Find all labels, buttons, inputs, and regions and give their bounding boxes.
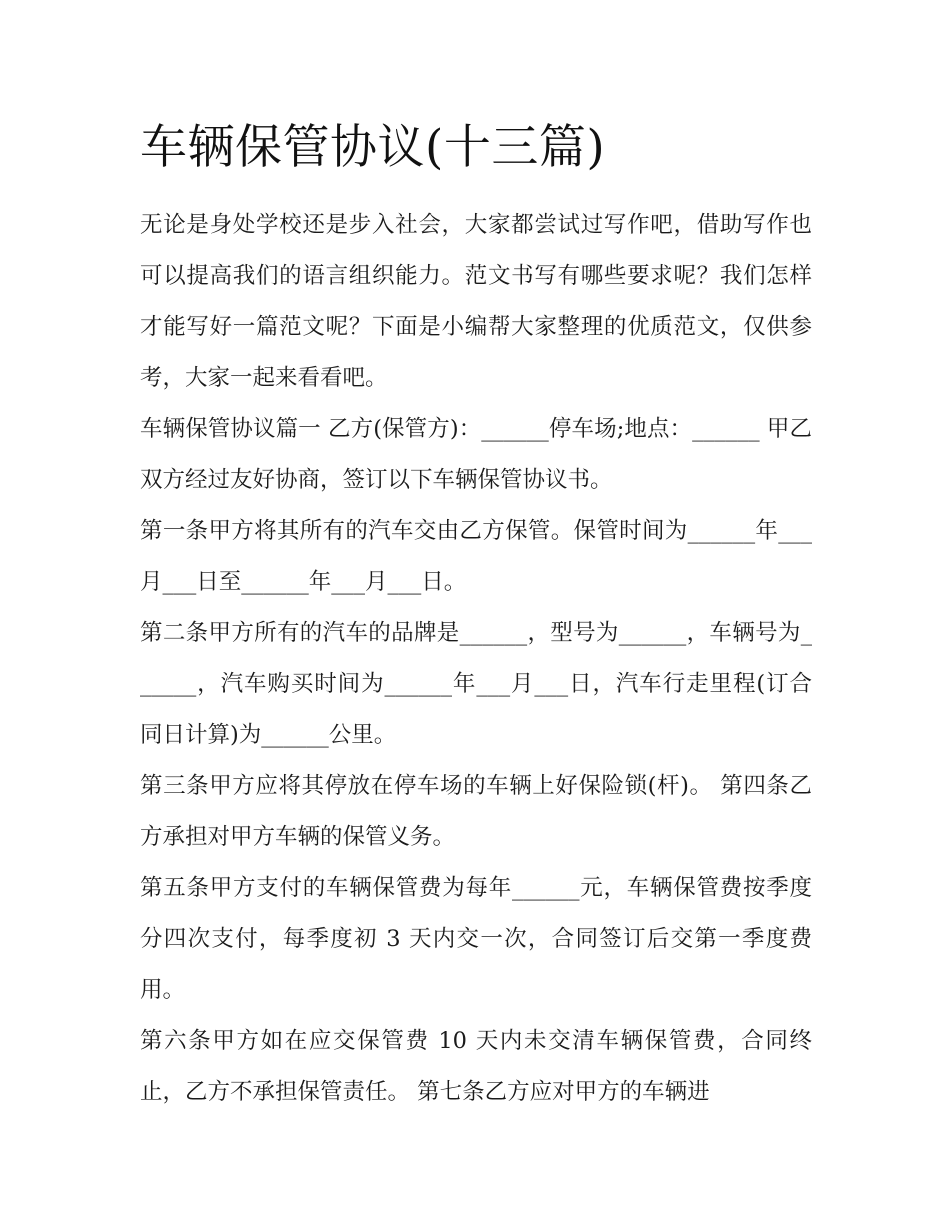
agreement-header-paragraph: 车辆保管协议篇一 乙方(保管方)：______停车场;地点：______ 甲乙双方经过友好协商，签订以下车辆保管协议书。 xyxy=(140,416,812,493)
article-3-4-paragraph: 第三条甲方应将其停放在停车场的车辆上好保险锁(杆)。 第四条乙方承担对甲方车辆的保管义务。 xyxy=(140,773,812,850)
article-1-paragraph: 第一条甲方将其所有的汽车交由乙方保管。保管时间为______年___月___日至______年___月___日。 xyxy=(140,518,812,595)
article-2-paragraph: 第二条甲方所有的汽车的品牌是______，型号为______，车辆号为______，汽车购买时间为______年___月___日，汽车行走里程(订合同日计算)为______公里。 xyxy=(140,620,812,748)
article-5-paragraph: 第五条甲方支付的车辆保管费为每年______元，车辆保管费按季度分四次支付，每季度初 3 天内交一次，合同签订后交第一季度费用。 xyxy=(140,875,812,1003)
intro-paragraph: 无论是身处学校还是步入社会，大家都尝试过写作吧，借助写作也可以提高我们的语言组织能力。范文书写有哪些要求呢？我们怎样才能写好一篇范文呢？下面是小编帮大家整理的优质范文，仅供参考，大家一起来看看吧。 xyxy=(140,212,812,391)
article-6-7-paragraph: 第六条甲方如在应交保管费 10 天内未交清车辆保管费，合同终止，乙方不承担保管责任。 第七条乙方应对甲方的车辆进 xyxy=(140,1028,812,1105)
document-body xyxy=(140,116,812,1118)
document-title: 车辆保管协议(十三篇) xyxy=(140,120,606,175)
